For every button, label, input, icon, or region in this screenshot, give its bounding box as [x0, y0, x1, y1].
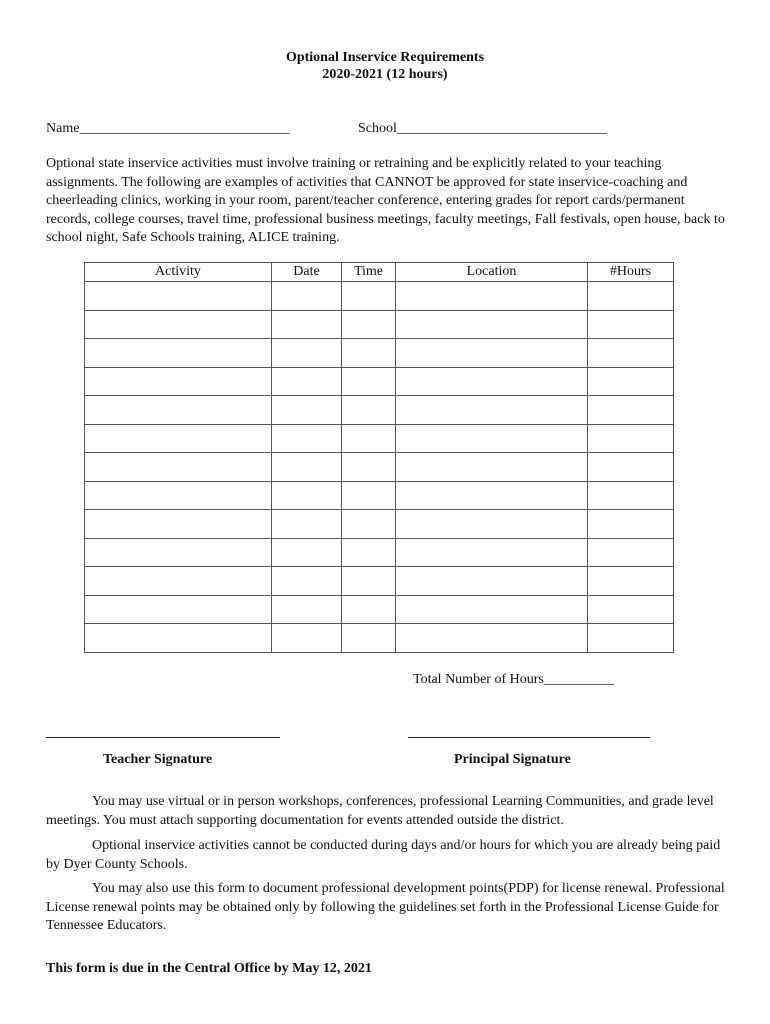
total-hours-field[interactable]: Total Number of Hours__________ — [413, 672, 614, 687]
cell-location[interactable] — [396, 424, 588, 453]
cell-time[interactable] — [342, 396, 396, 425]
cell-date[interactable] — [272, 424, 342, 453]
activity-table — [84, 262, 674, 653]
column-header-time: Time — [342, 263, 396, 282]
note-text: Optional inservice activities cannot be conducted during days and/or hours for which you are already being paid by Dyer County Schools. — [46, 838, 721, 872]
due-date-notice: This form is due in the Central Office by May 12, 2021 — [46, 961, 372, 976]
cell-location[interactable] — [396, 453, 588, 482]
cell-location[interactable] — [396, 567, 588, 596]
table-row — [85, 282, 674, 311]
principal-signature-line[interactable] — [408, 737, 650, 738]
cell-location[interactable] — [396, 396, 588, 425]
cell-hours[interactable] — [588, 339, 674, 368]
cell-time[interactable] — [342, 595, 396, 624]
cell-activity[interactable] — [85, 282, 272, 311]
cell-time[interactable] — [342, 282, 396, 311]
cell-date[interactable] — [272, 453, 342, 482]
form-title: Optional Inservice Requirements — [285, 50, 485, 65]
cell-location[interactable] — [396, 538, 588, 567]
table-body — [85, 282, 674, 653]
note-text: You may use virtual or in person workshops, conferences, professional Learning Communities, and grade level meetings. You must attach supporting documentation for events attended outside the district. — [46, 794, 714, 828]
table-row — [85, 510, 674, 539]
cell-activity[interactable] — [85, 481, 272, 510]
table-row — [85, 310, 674, 339]
cell-time[interactable] — [342, 567, 396, 596]
cell-activity[interactable] — [85, 339, 272, 368]
cell-activity[interactable] — [85, 624, 272, 653]
cell-location[interactable] — [396, 367, 588, 396]
school-field[interactable]: School______________________________ — [358, 121, 607, 136]
cell-activity[interactable] — [85, 538, 272, 567]
form-subtitle: 2020-2021 (12 hours) — [322, 67, 448, 82]
cell-hours[interactable] — [588, 510, 674, 539]
principal-signature-label: Principal Signature — [454, 752, 571, 767]
cell-time[interactable] — [342, 510, 396, 539]
cell-hours[interactable] — [588, 624, 674, 653]
cell-location[interactable] — [396, 481, 588, 510]
teacher-signature-line[interactable] — [46, 737, 280, 738]
table-row — [85, 538, 674, 567]
column-header-hours: #Hours — [588, 263, 674, 282]
column-header-activity: Activity — [85, 263, 272, 282]
cell-time[interactable] — [342, 424, 396, 453]
cell-activity[interactable] — [85, 396, 272, 425]
table-row — [85, 339, 674, 368]
cell-activity[interactable] — [85, 453, 272, 482]
cell-activity[interactable] — [85, 510, 272, 539]
cell-time[interactable] — [342, 367, 396, 396]
column-header-location: Location — [396, 263, 588, 282]
cell-date[interactable] — [272, 567, 342, 596]
note-text: You may also use this form to document professional development points(PDP) for license renewal. Professional License renewal points may be obtained only by following the guidelines set forth in the Professional License Guide for Tennessee Educators. — [46, 881, 725, 933]
cell-activity[interactable] — [85, 595, 272, 624]
cell-date[interactable] — [272, 396, 342, 425]
cell-location[interactable] — [396, 339, 588, 368]
note-paragraph-2 — [46, 837, 726, 874]
cell-hours[interactable] — [588, 310, 674, 339]
cell-date[interactable] — [272, 624, 342, 653]
cell-date[interactable] — [272, 339, 342, 368]
cell-time[interactable] — [342, 453, 396, 482]
cell-time[interactable] — [342, 310, 396, 339]
cell-activity[interactable] — [85, 310, 272, 339]
table-header-row — [85, 263, 674, 282]
cell-location[interactable] — [396, 310, 588, 339]
cell-time[interactable] — [342, 481, 396, 510]
cell-hours[interactable] — [588, 453, 674, 482]
cell-location[interactable] — [396, 510, 588, 539]
cell-time[interactable] — [342, 624, 396, 653]
cell-date[interactable] — [272, 595, 342, 624]
cell-activity[interactable] — [85, 424, 272, 453]
cell-hours[interactable] — [588, 595, 674, 624]
column-header-date: Date — [272, 263, 342, 282]
name-field[interactable]: Name______________________________ — [46, 121, 290, 136]
cell-date[interactable] — [272, 282, 342, 311]
cell-activity[interactable] — [85, 367, 272, 396]
cell-location[interactable] — [396, 624, 588, 653]
teacher-signature-label: Teacher Signature — [103, 752, 213, 767]
cell-date[interactable] — [272, 481, 342, 510]
table-row — [85, 595, 674, 624]
table-row — [85, 424, 674, 453]
cell-time[interactable] — [342, 339, 396, 368]
table-row — [85, 481, 674, 510]
cell-hours[interactable] — [588, 367, 674, 396]
cell-hours[interactable] — [588, 396, 674, 425]
cell-location[interactable] — [396, 595, 588, 624]
cell-hours[interactable] — [588, 481, 674, 510]
table-row — [85, 367, 674, 396]
cell-time[interactable] — [342, 538, 396, 567]
cell-hours[interactable] — [588, 424, 674, 453]
note-paragraph-1 — [46, 793, 726, 830]
cell-date[interactable] — [272, 510, 342, 539]
cell-date[interactable] — [272, 310, 342, 339]
cell-date[interactable] — [272, 538, 342, 567]
intro-paragraph: Optional state inservice activities must involve training or retraining and be explicitly related to your teaching assignments. The following are examples of activities that CANNOT be approved for state inservice-coaching and cheerleading clinics, working in your room, parent/teacher conference, entering grades for report cards/permanent records, college courses, travel time, professional business meetings, faculty meetings, Fall festivals, open house, back to school night, Safe Schools training, ALICE training. — [46, 156, 725, 245]
cell-date[interactable] — [272, 367, 342, 396]
table-row — [85, 396, 674, 425]
note-paragraph-3 — [46, 880, 726, 936]
cell-location[interactable] — [396, 282, 588, 311]
cell-activity[interactable] — [85, 567, 272, 596]
cell-hours[interactable] — [588, 567, 674, 596]
cell-hours[interactable] — [588, 538, 674, 567]
table-row — [85, 567, 674, 596]
cell-hours[interactable] — [588, 282, 674, 311]
table-row — [85, 624, 674, 653]
table-row — [85, 453, 674, 482]
